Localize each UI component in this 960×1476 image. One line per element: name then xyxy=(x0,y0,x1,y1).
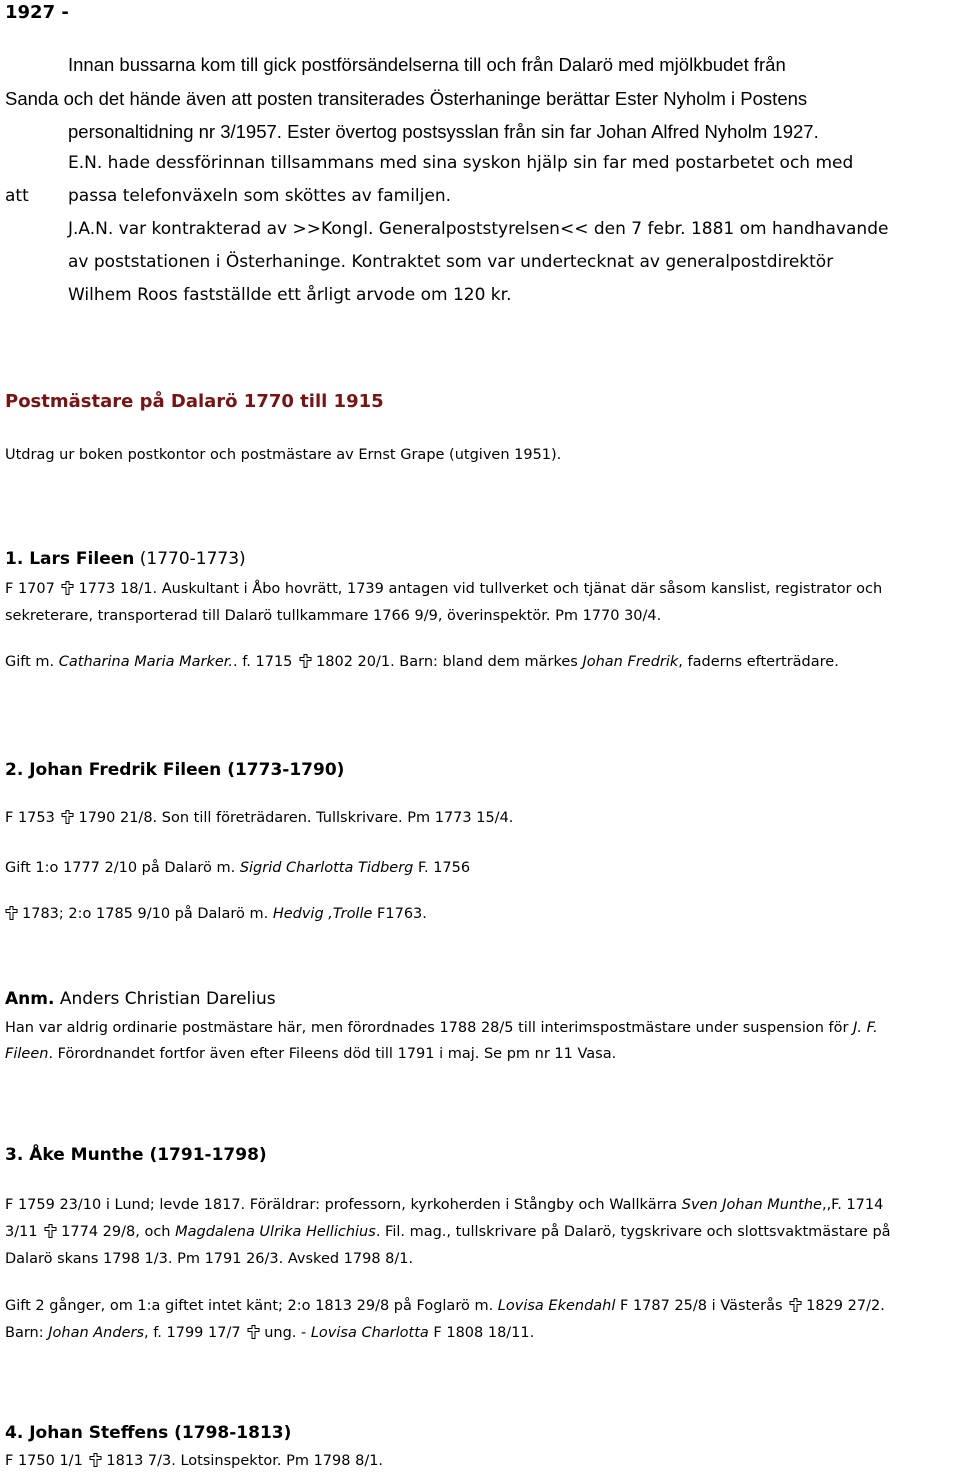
death-cross-icon xyxy=(789,1298,802,1312)
postmaster-1-years: (1770-1773) xyxy=(134,549,246,569)
intro-line-3: personaltidning nr 3/1957. Ester övertog postsysslan från sin far Johan Alfred Nyholm 1927. xyxy=(68,121,819,142)
text-span: 1774 29/8, och xyxy=(61,1224,176,1240)
text-span: , faderns efterträdare. xyxy=(678,654,839,670)
text-span: Barn: xyxy=(5,1325,49,1341)
text-span: F 1787 25/8 i Västerås xyxy=(615,1298,783,1314)
text-span: . f. 1715 xyxy=(233,654,293,670)
spouse-name: Hedvig ,Trolle xyxy=(272,906,373,922)
text-span: F 1707 xyxy=(5,581,55,597)
death-cross-icon xyxy=(299,654,312,668)
postmaster-1-line-2: sekreterare, transporterad till Dalarö tullkammare 1766 9/9, överinspektör. Pm 1770 30/4. xyxy=(5,608,662,624)
intro-line-5: passa telefonväxeln som sköttes av familjen. xyxy=(68,186,452,206)
text-span: F 1750 1/1 xyxy=(5,1453,83,1469)
postmaster-3-line-5 xyxy=(5,1323,534,1343)
postmaster-4-heading: 4. Johan Steffens (1798-1813) xyxy=(5,1423,292,1443)
text-span: 1773 18/1. Auskultant i Åbo hovrätt, 1739 antagen vid tullverket och tjänat där såsom kanslist, registrator och xyxy=(78,581,883,597)
death-cross-icon xyxy=(247,1325,260,1339)
postmaster-1-name: 1. Lars Fileen xyxy=(5,549,135,569)
name-initials: J. F. xyxy=(853,1020,878,1036)
death-cross-icon xyxy=(61,581,74,595)
postmaster-2-line-2 xyxy=(5,858,470,878)
text-span: ung. - xyxy=(264,1325,311,1341)
intro-line-2: Sanda och det hände även att posten transiterades Österhaninge berättar Ester Nyholm i Postens xyxy=(5,88,808,109)
text-span: ,,F. 1714 xyxy=(821,1197,884,1213)
postmaster-1-line-1 xyxy=(5,579,882,599)
text-span: Gift 2 gånger, om 1:a giftet intet känt; 2:o 1813 29/8 på Foglarö m. xyxy=(5,1298,498,1314)
text-span: 1790 21/8. Son till företrädaren. Tullskrivare. Pm 1773 15/4. xyxy=(78,810,514,826)
postmaster-3-heading: 3. Åke Munthe (1791-1798) xyxy=(5,1145,267,1165)
text-span: . Fil. mag., tullskrivare på Dalarö, tygskrivare och slottsvaktmästare på xyxy=(375,1224,891,1240)
page-title: 1927 - xyxy=(5,2,69,23)
postmaster-3-line-4 xyxy=(5,1296,885,1316)
mother-name: Magdalena Ulrika Hellichius xyxy=(175,1224,376,1240)
intro-line-7: av poststationen i Österhaninge. Kontraktet som var undertecknat av generalpostdirektör xyxy=(68,252,834,272)
intro-line-1: Innan bussarna kom till gick postförsändelserna till och från Dalarö med mjölkbudet från xyxy=(68,54,786,75)
child-name: Lovisa Charlotta xyxy=(310,1325,429,1341)
text-span: Gift 1:o 1777 2/10 på Dalarö m. xyxy=(5,860,240,876)
text-span: Gift m. xyxy=(5,654,59,670)
death-cross-icon xyxy=(61,810,74,824)
child-name: Johan Anders xyxy=(48,1325,145,1341)
postmaster-3-line-3: Dalarö skans 1798 1/3. Pm 1791 26/3. Avsked 1798 8/1. xyxy=(5,1251,414,1267)
text-span: F 1753 xyxy=(5,810,55,826)
annotation-name: Anders Christian Darelius xyxy=(54,989,276,1009)
text-span: F 1808 18/11. xyxy=(428,1325,535,1341)
spouse-name: Sigrid Charlotta Tidberg xyxy=(239,860,414,876)
annotation-line-1 xyxy=(5,1018,878,1038)
postmaster-1-line-3 xyxy=(5,652,839,672)
intro-line-8: Wilhem Roos fastställde ett årligt arvode om 120 kr. xyxy=(68,285,512,305)
surname: Fileen xyxy=(5,1046,49,1062)
death-cross-icon xyxy=(44,1224,57,1238)
postmaster-2-line-1 xyxy=(5,808,513,828)
text-span: 1813 7/3. Lotsinspektor. Pm 1798 8/1. xyxy=(106,1453,384,1469)
death-cross-icon xyxy=(89,1453,102,1467)
spouse-name: Catharina Maria Marker. xyxy=(58,654,234,670)
annotation-label: Anm. xyxy=(5,989,55,1009)
text-span: 3/11 xyxy=(5,1224,38,1240)
section-source: Utdrag ur boken postkontor och postmästare av Ernst Grape (utgiven 1951). xyxy=(5,447,562,463)
text-span: F 1759 23/10 i Lund; levde 1817. Föräldrar: professorn, kyrkoherden i Stångby och Wallkärra xyxy=(5,1197,682,1213)
text-span: , f. 1799 17/7 xyxy=(144,1325,241,1341)
text-span: Han var aldrig ordinarie postmästare här, men förordnades 1788 28/5 till interimspostmästare under suspension för xyxy=(5,1020,854,1036)
father-name: Sven Johan Munthe xyxy=(681,1197,822,1213)
postmaster-3-line-1 xyxy=(5,1195,883,1215)
annotation-heading xyxy=(5,988,276,1010)
postmaster-3-line-2 xyxy=(5,1222,891,1242)
text-span: 1783; 2:o 1785 9/10 på Dalarö m. xyxy=(22,906,273,922)
intro-line-4: E.N. hade dessförinnan tillsammans med sina syskon hjälp sin far med postarbetet och med xyxy=(68,153,854,173)
annotation-line-2 xyxy=(5,1044,616,1064)
spouse-name: Lovisa Ekendahl xyxy=(497,1298,616,1314)
intro-line-5-prefix: att xyxy=(5,186,29,206)
postmaster-1-heading xyxy=(5,548,246,570)
postmaster-4-line-1 xyxy=(5,1451,383,1471)
death-cross-icon xyxy=(5,906,18,920)
text-span: F. 1756 xyxy=(413,860,471,876)
text-span: 1802 20/1. Barn: bland dem märkes xyxy=(316,654,583,670)
section-heading: Postmästare på Dalarö 1770 till 1915 xyxy=(5,391,384,412)
text-span: 1829 27/2. xyxy=(806,1298,885,1314)
text-span: F1763. xyxy=(372,906,427,922)
intro-line-6: J.A.N. var kontrakterad av >>Kongl. Generalpoststyrelsen<< den 7 febr. 1881 om handhavande xyxy=(68,219,889,239)
postmaster-2-line-3 xyxy=(5,904,427,924)
child-name: Johan Fredrik xyxy=(582,654,679,670)
postmaster-2-heading: 2. Johan Fredrik Fileen (1773-1790) xyxy=(5,760,345,780)
text-span: . Förordnandet fortfor även efter Fileens död till 1791 i maj. Se pm nr 11 Vasa. xyxy=(48,1046,617,1062)
